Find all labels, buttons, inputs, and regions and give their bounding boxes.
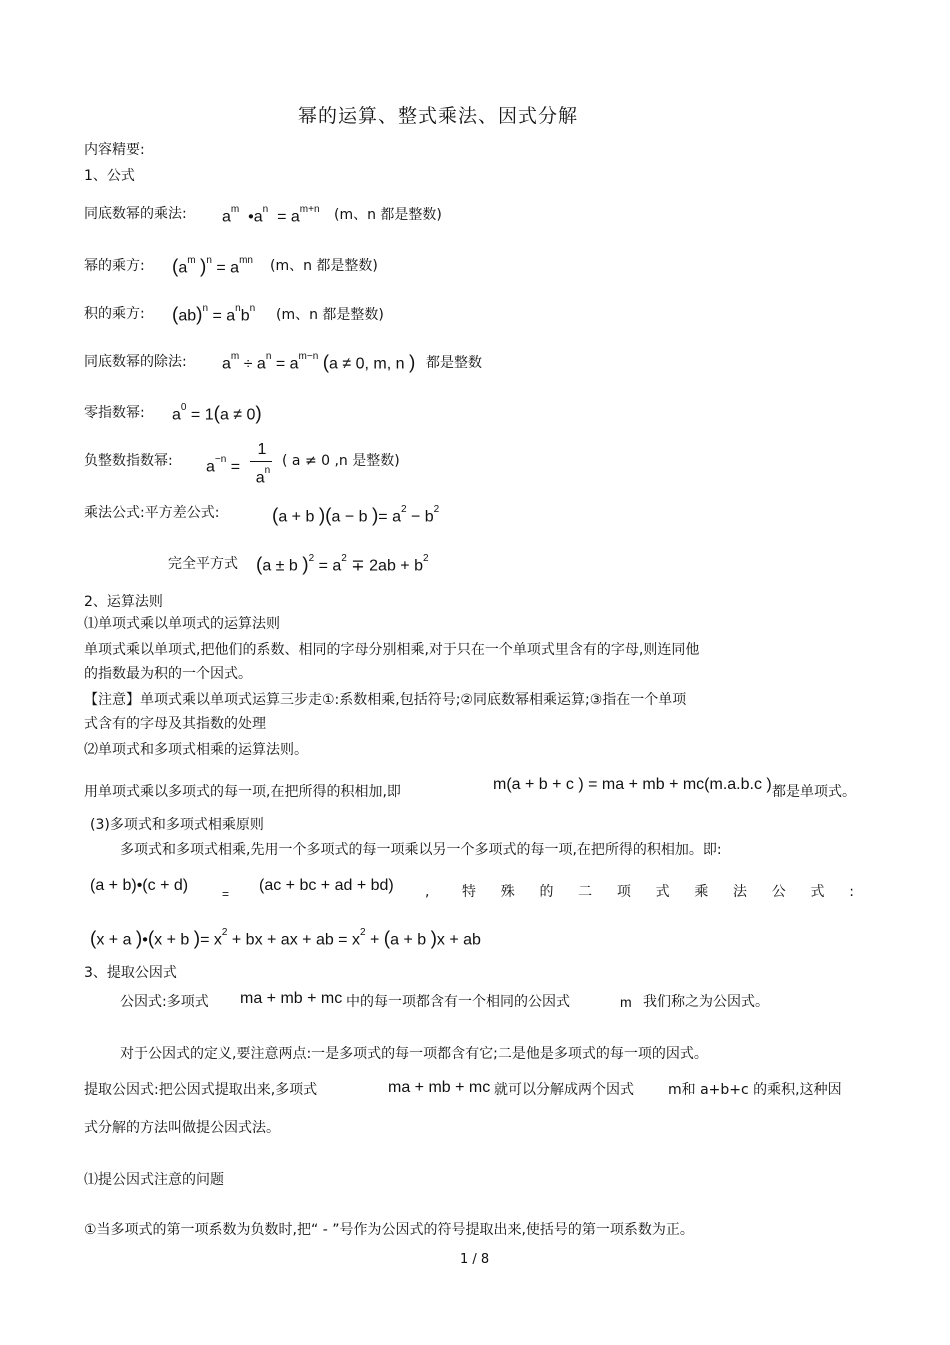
formula-3-label: 积的乘方: — [84, 306, 145, 322]
paragraph-3-3a: 提取公因式:把公因式提取出来,多项式 — [84, 1082, 318, 1098]
page-title: 幂的运算、整式乘法、因式分解 — [298, 105, 579, 127]
subsection-2-2: ⑵单项式和多项式相乘的运算法则。 — [84, 742, 308, 758]
paragraph-2-2: 用单项式乘以多项式的每一项,在把所得的积相加,即 — [84, 784, 401, 800]
formula-6-note: ( a ≠ 0 ,n 是整数) — [282, 453, 400, 469]
special-binomial-heading — [462, 882, 854, 902]
common-factor-m: m — [620, 994, 632, 1010]
formula-7-label: 乘法公式:平方差公式: — [84, 505, 220, 521]
paragraph-2-2-tail: 都是单项式。 — [772, 784, 856, 800]
formula-6-numerator: 1 — [257, 441, 267, 458]
formula-6-label: 负整数指数幂: — [84, 453, 173, 469]
section-2-heading: 2、运算法则 — [84, 594, 163, 610]
formula-2-label: 幂的乘方: — [84, 258, 145, 274]
spread-char: : — [849, 884, 854, 900]
paragraph-3-1a: 公因式:多项式 — [120, 994, 209, 1010]
formula-poly-left: (a + b)•(c + d) — [90, 877, 189, 894]
paragraph-3-2: 对于公因式的定义,要注意两点:一是多项式的每一项都含有它;二是他是多项式的每一项的因式。 — [120, 1046, 708, 1062]
formula-special-binomial: (x + a )•(x + b )= $x^2$ + bx + ax + ab = $x^2 + (a + b$ )x + ab — [90, 927, 481, 950]
formula-8: (a ± b )$^2 = a^2 \mp 2ab + b^2$ — [256, 553, 429, 576]
paragraph-3-3b: 就可以分解成两个因式 — [494, 1082, 634, 1098]
formula-poly-right: (ac + bc + ad + bd) — [259, 877, 394, 894]
formula-8-label: 完全平方式 — [168, 556, 238, 572]
formula-5: $a^0 = 1(a \ne 0)$ — [172, 402, 262, 425]
paragraph-2-3: 多项式和多项式相乘,先用一个多项式的每一项乘以另一个多项式的每一项,在把所得的积相加。即: — [120, 842, 722, 858]
formula-common-factor-2: ma + mb + mc — [388, 1079, 491, 1096]
formula-monomial-times-polynomial: m(a + b + c ) = ma + mb + mc(m.a.b.c ) — [493, 776, 772, 793]
spread-char: 公 — [771, 884, 786, 900]
spread-char: 的 — [539, 884, 554, 900]
spread-char: 项 — [616, 884, 631, 900]
formula-2: ($a^m$ )$^n = a^{mn}$ — [172, 255, 253, 278]
intro-label: 内容精要: — [84, 142, 145, 158]
paragraph-2-1a: 单项式乘以单项式,把他们的系数、相同的字母分别相乘,对于只在一个单项式里含有的字母,则连同他 — [84, 642, 700, 658]
spread-char: 二 — [578, 884, 593, 900]
formula-poly-equals: = — [222, 887, 230, 901]
formula-1-note: (m、n 都是整数) — [334, 207, 442, 223]
formula-poly-comma: , — [425, 884, 430, 900]
formula-6-lhs: $a^{-n}$ = — [206, 454, 241, 476]
paragraph-3-3c: m和 a+b+c 的乘积,这种因 — [668, 1082, 842, 1098]
subsection-3-1: ⑴提公因式注意的问题 — [84, 1172, 224, 1188]
paragraph-3-1b: 中的每一项都含有一个相同的公因式 — [346, 994, 570, 1010]
note-2a: 【注意】单项式乘以单项式运算三步走①:系数相乘,包括符号;②同底数幂相乘运算;③指在一个单项 — [84, 692, 687, 708]
formula-4: $a^m \div a^n = a^{m-n}$ (a ≠ 0, m, n ) — [222, 351, 416, 374]
formula-4-label: 同底数幂的除法: — [84, 354, 187, 370]
spread-char: 殊 — [500, 884, 515, 900]
spread-char: 特 — [462, 884, 476, 900]
formula-1-label: 同底数幂的乘法: — [84, 206, 187, 222]
section-1-heading: 1、公式 — [84, 168, 135, 184]
formula-5-label: 零指数幂: — [84, 405, 145, 421]
formula-4-note: 都是整数 — [426, 355, 482, 371]
formula-common-factor-1: ma + mb + mc — [240, 990, 343, 1007]
formula-3: $(ab)^n = a^nb^n$ — [172, 303, 256, 326]
formula-2-note: (m、n 都是整数) — [270, 258, 378, 274]
formula-1: $a^m$ $•a^n = a^{m+n}$ — [222, 204, 320, 226]
subsection-2-1: ⑴单项式乘以单项式的运算法则 — [84, 616, 280, 632]
page-number: 1 / 8 — [460, 1252, 490, 1267]
spread-char: 式 — [655, 884, 670, 900]
spread-char: 式 — [810, 884, 825, 900]
paragraph-3-3d: 式分解的方法叫做提公因式法。 — [84, 1120, 280, 1136]
formula-7: (a + b )(a − b )= $a^2 - b^2$ — [272, 504, 440, 527]
formula-3-note: (m、n 都是整数) — [276, 307, 384, 323]
section-3-heading: 3、提取公因式 — [84, 965, 177, 981]
formula-6-denominator: $a^n$ — [255, 465, 271, 487]
subsection-2-3: (3)多项式和多项式相乘原则 — [90, 817, 264, 833]
fraction-bar — [250, 461, 272, 462]
note-2b: 式含有的字母及其指数的处理 — [84, 716, 266, 732]
list-item-3-1: ①当多项式的第一项系数为负数时,把“ - ”号作为公因式的符号提取出来,使括号的第一项系数为正。 — [84, 1222, 694, 1238]
paragraph-3-1c: 我们称之为公因式。 — [643, 994, 769, 1010]
spread-char: 乘 — [694, 884, 709, 900]
spread-char: 法 — [733, 884, 748, 900]
paragraph-2-1b: 的指数最为积的一个因式。 — [84, 666, 252, 682]
